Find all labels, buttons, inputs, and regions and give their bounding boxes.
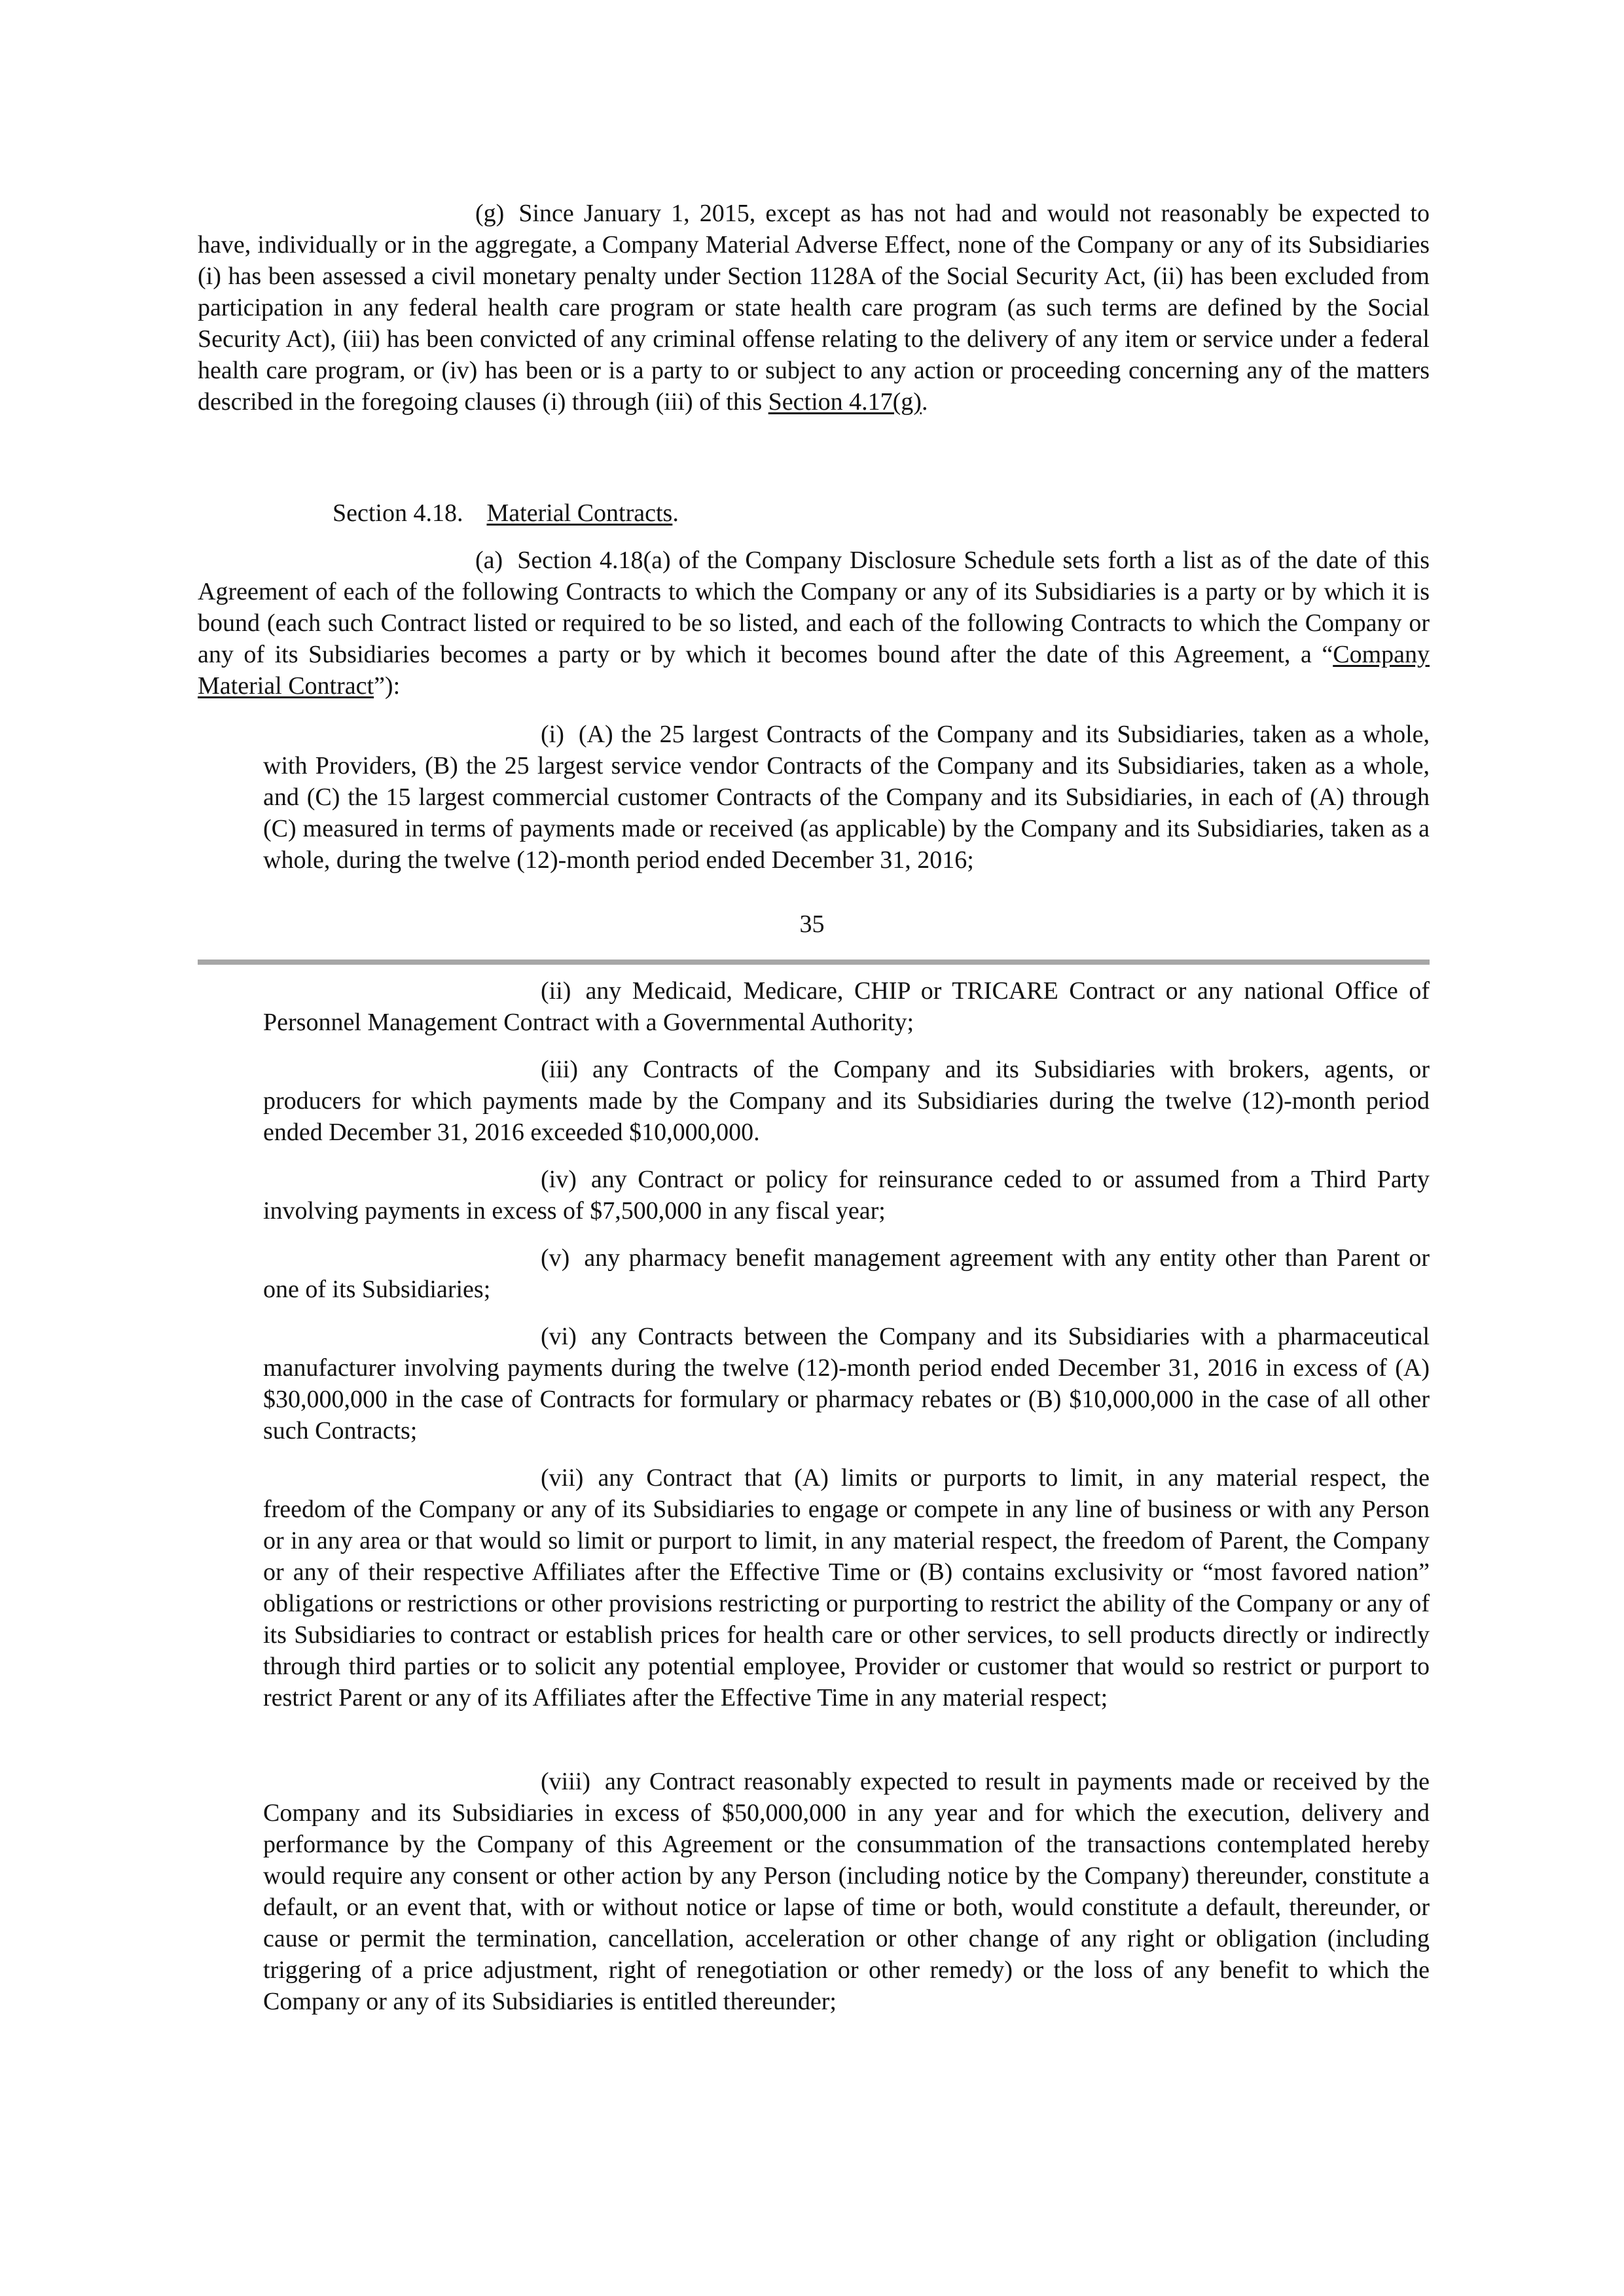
- item-label: (iv): [541, 1166, 577, 1193]
- item-text: any Contract or policy for reinsurance ceded to or assumed from a Third Party involving payments in excess of $7,500,000 in any fiscal year;: [263, 1166, 1430, 1225]
- item-label: (vii): [541, 1464, 584, 1492]
- item-text: (A) the 25 largest Contracts of the Company and its Subsidiaries, taken as a whole, with Providers, (B) the 25 largest service vendor Contracts of the Company and its Subsidiaries, taken as a whole, and (C) the 15 largest commercial customer Contracts of the Company and its Subsidiaries, in each of (A) through (C) measured in terms of payments made or received (as applicable) by the Company and its Subsidiaries, taken as a whole, during the twelve (12)-month period ended December 31, 2016;: [263, 721, 1430, 874]
- item-text: any Contracts of the Company and its Subsidiaries with brokers, agents, or producers for which payments made by the Company and its Subsidiaries during the twelve (12)-month period ended December 31, 2016 exceeded $10,000,000.: [263, 1056, 1430, 1146]
- item-label: (iii): [541, 1056, 578, 1083]
- list-item: [263, 1164, 1430, 1227]
- page-break-divider: [198, 960, 1430, 965]
- paragraph-end: ”):: [374, 672, 401, 700]
- item-label: (i): [541, 721, 564, 748]
- item-label: (vi): [541, 1323, 577, 1350]
- paragraph-a: [198, 545, 1430, 702]
- section-heading: [333, 497, 679, 529]
- item-text: any Medicaid, Medicare, CHIP or TRICARE Contract or any national Office of Personnel Management Contract with a Governmental Authority;: [263, 977, 1430, 1036]
- list-item: [263, 1321, 1430, 1446]
- page-number: 35: [799, 910, 825, 938]
- list-item: [263, 719, 1430, 876]
- item-label: (v): [541, 1244, 570, 1272]
- list-item: [263, 1242, 1430, 1305]
- item-label: (viii): [541, 1768, 590, 1795]
- item-text: any pharmacy benefit management agreement with any entity other than Parent or one of its Subsidiaries;: [263, 1244, 1430, 1303]
- section-number: Section 4.18.: [333, 499, 463, 527]
- list-item: [263, 1766, 1430, 2017]
- paragraph-label: (g): [475, 200, 505, 227]
- section-reference: Section 4.17(g): [768, 388, 922, 416]
- section-title: Material Contracts: [486, 499, 673, 527]
- paragraph-g: [198, 198, 1430, 418]
- paragraph-end: .: [921, 388, 928, 416]
- item-text: any Contract that (A) limits or purports to limit, in any material respect, the freedom of the Company or any of its Subsidiaries to engage or compete in any line of business or with any Person or in any area or that would so limit or purport to limit, in any material respect, the freedom of Parent, the Company or any of their respective Affiliates after the Effective Time or (B) contains exclusivity or “most favored nation” obligations or restrictions or other provisions restricting or purporting to restrict the ability of the Company or any of its Subsidiaries to contract or establish prices for health care or other services, to sell products directly or indirectly through third parties or to solicit any potential employee, Provider or customer that would so restrict or purport to restrict Parent or any of its Affiliates after the Effective Time in any material respect;: [263, 1464, 1430, 1712]
- defined-term: Company Material Contract: [198, 641, 1430, 700]
- item-text: any Contract reasonably expected to result in payments made or received by the Company and its Subsidiaries in excess of $50,000,000 in any year and for which the execution, delivery and performance by the Company of this Agreement or the consummation of the transactions contemplated hereby would require any consent or other action by any Person (including notice by the Company) thereunder, constitute a default, or an event that, with or without notice or lapse of time or both, would constitute a default, thereunder, or cause or permit the termination, cancellation, acceleration or other change of any right or obligation (including triggering of a price adjustment, right of renegotiation or other remedy) or the loss of any benefit to which the Company or any of its Subsidiaries is entitled thereunder;: [263, 1768, 1430, 2015]
- item-label: (ii): [541, 977, 571, 1005]
- paragraph-text: Since January 1, 2015, except as has not had and would not reasonably be expected to have, individually or in the aggregate, a Company Material Adverse Effect, none of the Company or any of its Subsidiaries (i) has been assessed a civil monetary penalty under Section 1128A of the Social Security Act, (ii) has been excluded from participation in any federal health care program or state health care program (as such terms are defined by the Social Security Act), (iii) has been convicted of any criminal offense relating to the delivery of any item or service under a federal health care program, or (iv) has been or is a party to or subject to any action or proceeding concerning any of the matters described in the foregoing clauses (i) through (iii) of this: [198, 200, 1430, 416]
- section-title-end: .: [672, 499, 679, 527]
- list-item: [263, 1462, 1430, 1713]
- paragraph-text: Section 4.18(a) of the Company Disclosure Schedule sets forth a list as of the date of this Agreement of each of the following Contracts to which the Company or any of its Subsidiaries is a party or by which it is bound (each such Contract listed or required to be so listed, and each of the following Contracts to which the Company or any of its Subsidiaries becomes a party or by which it becomes bound after the date of this Agreement, a “: [198, 547, 1430, 668]
- paragraph-label: (a): [475, 547, 503, 574]
- item-text: any Contracts between the Company and its Subsidiaries with a pharmaceutical manufacturer involving payments during the twelve (12)-month period ended December 31, 2016 in excess of (A) $30,000,000 in the case of Contracts for formulary or pharmacy rebates or (B) $10,000,000 in the case of all other such Contracts;: [263, 1323, 1430, 1444]
- list-item: [263, 975, 1430, 1038]
- list-item: [263, 1054, 1430, 1148]
